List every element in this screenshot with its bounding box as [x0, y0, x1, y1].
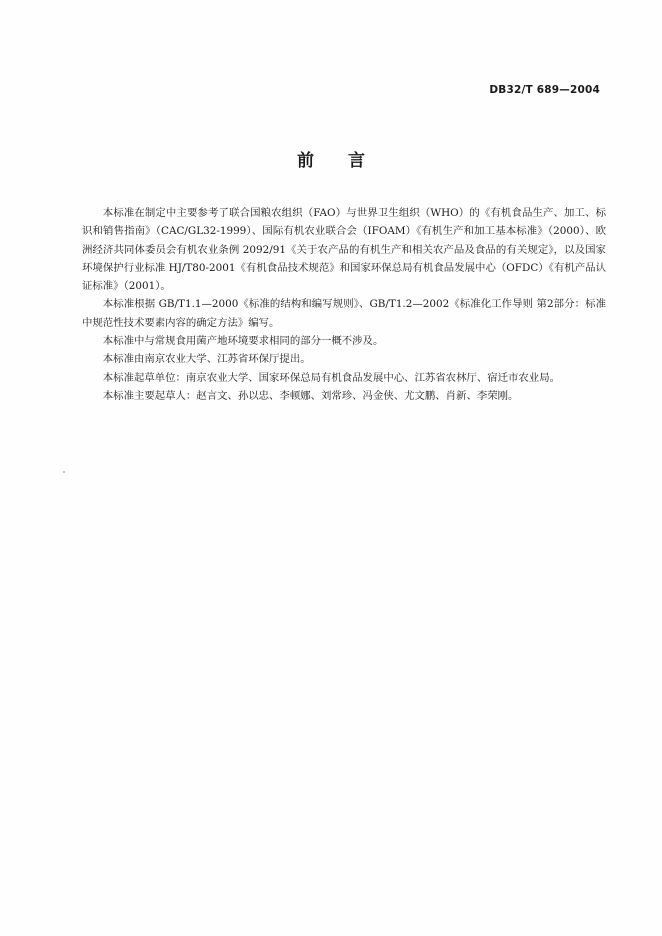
document-code: DB32/T 689—2004 — [489, 84, 600, 96]
preface-body — [82, 204, 606, 405]
paragraph-drafters: 本标准主要起草人：赵言文、孙以忠、李顿娜、刘常珍、冯金侠、尤文鹏、肖新、李荣刚。 — [102, 389, 519, 402]
paragraph-references: 本标准在制定中主要参考了联合国粮农组织（FAO）与世界卫生组织（WHO）的《有机食品生产、加工、标识和销售指南》（CAC/GL32-1999）、国际有机农业联合会（IFOAM）《有机生产和加工基本标准》（2000）、欧洲经济共同体委员会有机农业条例 2092/91《关于农产品的有机生产和相关农产品及食品的有关规定》，以及国家环境保护行业标准 HJ/T80-2001《有机食品技术规范》和国家环保总局有机食品发展中心（OFDC）《有机产品认证标准》（2001）。 — [82, 207, 606, 293]
paragraph-drafting-units: 本标准起草单位：南京农业大学、国家环保总局有机食品发展中心、江苏省农林厅、宿迁市农业局。 — [102, 371, 560, 384]
page-title: 前言 — [297, 151, 399, 171]
paragraph-proposers: 本标准由南京农业大学、江苏省环保厅提出。 — [102, 353, 311, 366]
paragraph-scope-note: 本标准中与常规食用菌产地环境要求相同的部分一概不涉及。 — [102, 335, 384, 348]
scan-speck — [63, 471, 65, 473]
paragraph-drafting-basis: 本标准根据 GB/T1.1—2000《标准的结构和编写规则》、GB/T1.2—2002《标准化工作导则 第2部分：标准中规范性技术要素内容的确定方法》编写。 — [82, 298, 606, 329]
